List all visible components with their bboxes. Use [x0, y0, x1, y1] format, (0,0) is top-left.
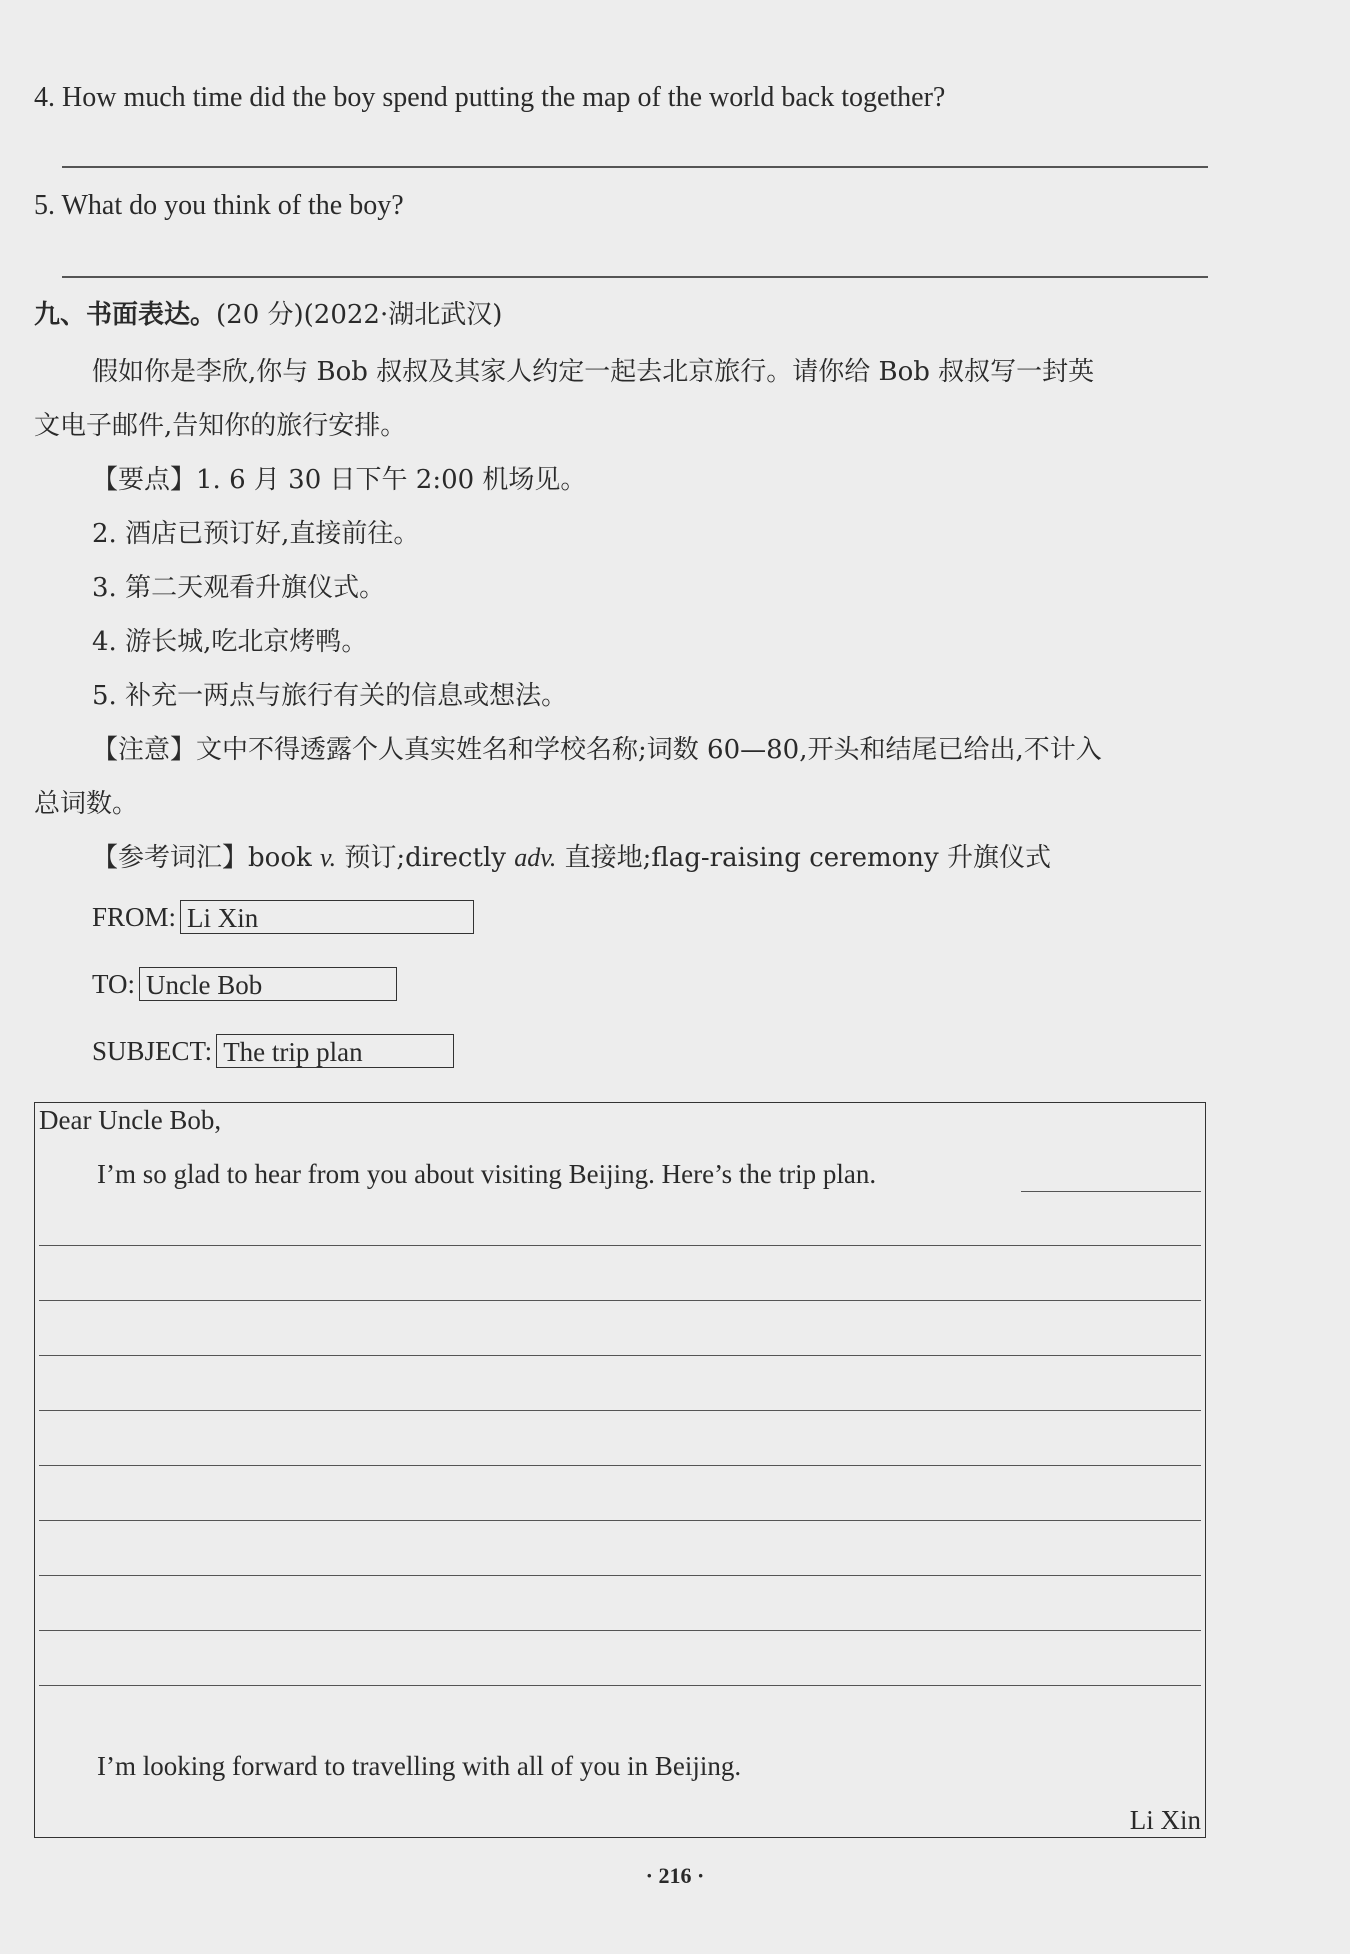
letter-opening: I’m so glad to hear from you about visiting Beijing. Here’s the trip plan.	[97, 1159, 877, 1189]
point-1-text: 1. 6 月 30 日下午 2:00 机场见。	[196, 465, 587, 495]
vocab-pos-1: v.	[320, 843, 337, 872]
page-number: · 216 ·	[645, 1863, 705, 1888]
vocab-cn-1: 预订;	[344, 843, 406, 873]
note-line-1: 【注意】文中不得透露个人真实姓名和学校名称;词数 60—80,开头和结尾已给出,不计入	[92, 735, 1102, 765]
vocab-word-2: directly	[405, 843, 506, 873]
answer-line-4[interactable]	[62, 166, 1208, 168]
answer-line-5[interactable]	[62, 276, 1208, 278]
section-title: 九、书面表达。	[34, 300, 217, 330]
letter-signature: Li Xin	[1129, 1805, 1201, 1835]
writing-line-6[interactable]	[39, 1520, 1201, 1521]
intro-line-1: 假如你是李欣,你与 Bob 叔叔及其家人约定一起去北京旅行。请你给 Bob 叔叔写一封英	[92, 357, 1095, 387]
vocab-line	[92, 830, 1051, 886]
section-heading	[34, 294, 502, 331]
question-4: 4. How much time did the boy spend putting the map of the world back together?	[34, 82, 946, 113]
to-field[interactable]: Uncle Bob	[139, 967, 397, 1001]
writing-line-8[interactable]	[39, 1630, 1201, 1631]
email-to-row	[92, 967, 397, 1001]
to-label: TO:	[92, 968, 136, 999]
from-label: FROM:	[92, 901, 177, 932]
writing-line-3[interactable]	[39, 1355, 1201, 1356]
writing-line-5[interactable]	[39, 1465, 1201, 1466]
letter-writing-box	[34, 1102, 1206, 1838]
vocab-cn-2: 直接地;	[564, 843, 652, 873]
writing-line-0[interactable]	[1021, 1191, 1201, 1192]
vocab-pos-2: adv.	[514, 843, 557, 872]
points-label: 【要点】	[92, 465, 197, 495]
section-score-source: (20 分)(2022·湖北武汉)	[216, 300, 503, 330]
writing-line-7[interactable]	[39, 1575, 1201, 1576]
question-5: 5. What do you think of the boy?	[34, 190, 404, 221]
writing-line-4[interactable]	[39, 1410, 1201, 1411]
writing-line-9[interactable]	[39, 1685, 1201, 1686]
writing-line-1[interactable]	[39, 1245, 1201, 1246]
vocab-cn-3: 升旗仪式	[946, 843, 1051, 873]
point-1	[92, 452, 586, 508]
from-field[interactable]: Li Xin	[180, 900, 474, 934]
point-5: 5. 补充一两点与旅行有关的信息或想法。	[92, 681, 568, 711]
note-line-2: 总词数。	[34, 789, 139, 819]
vocab-word-1: book	[248, 843, 312, 873]
email-subject-row	[92, 1034, 454, 1068]
letter-greeting: Dear Uncle Bob,	[39, 1105, 222, 1135]
vocab-word-3: flag-raising ceremony	[651, 843, 939, 873]
email-from-row	[92, 900, 474, 934]
subject-field[interactable]: The trip plan	[216, 1034, 454, 1068]
letter-closing: I’m looking forward to travelling with all of you in Beijing.	[97, 1751, 742, 1781]
subject-label: SUBJECT:	[92, 1035, 213, 1066]
point-2: 2. 酒店已预订好,直接前往。	[92, 519, 420, 549]
writing-line-2[interactable]	[39, 1300, 1201, 1301]
vocab-label: 【参考词汇】	[92, 843, 249, 873]
point-4: 4. 游长城,吃北京烤鸭。	[92, 627, 368, 657]
point-3: 3. 第二天观看升旗仪式。	[92, 573, 386, 603]
intro-line-2: 文电子邮件,告知你的旅行安排。	[34, 411, 407, 441]
